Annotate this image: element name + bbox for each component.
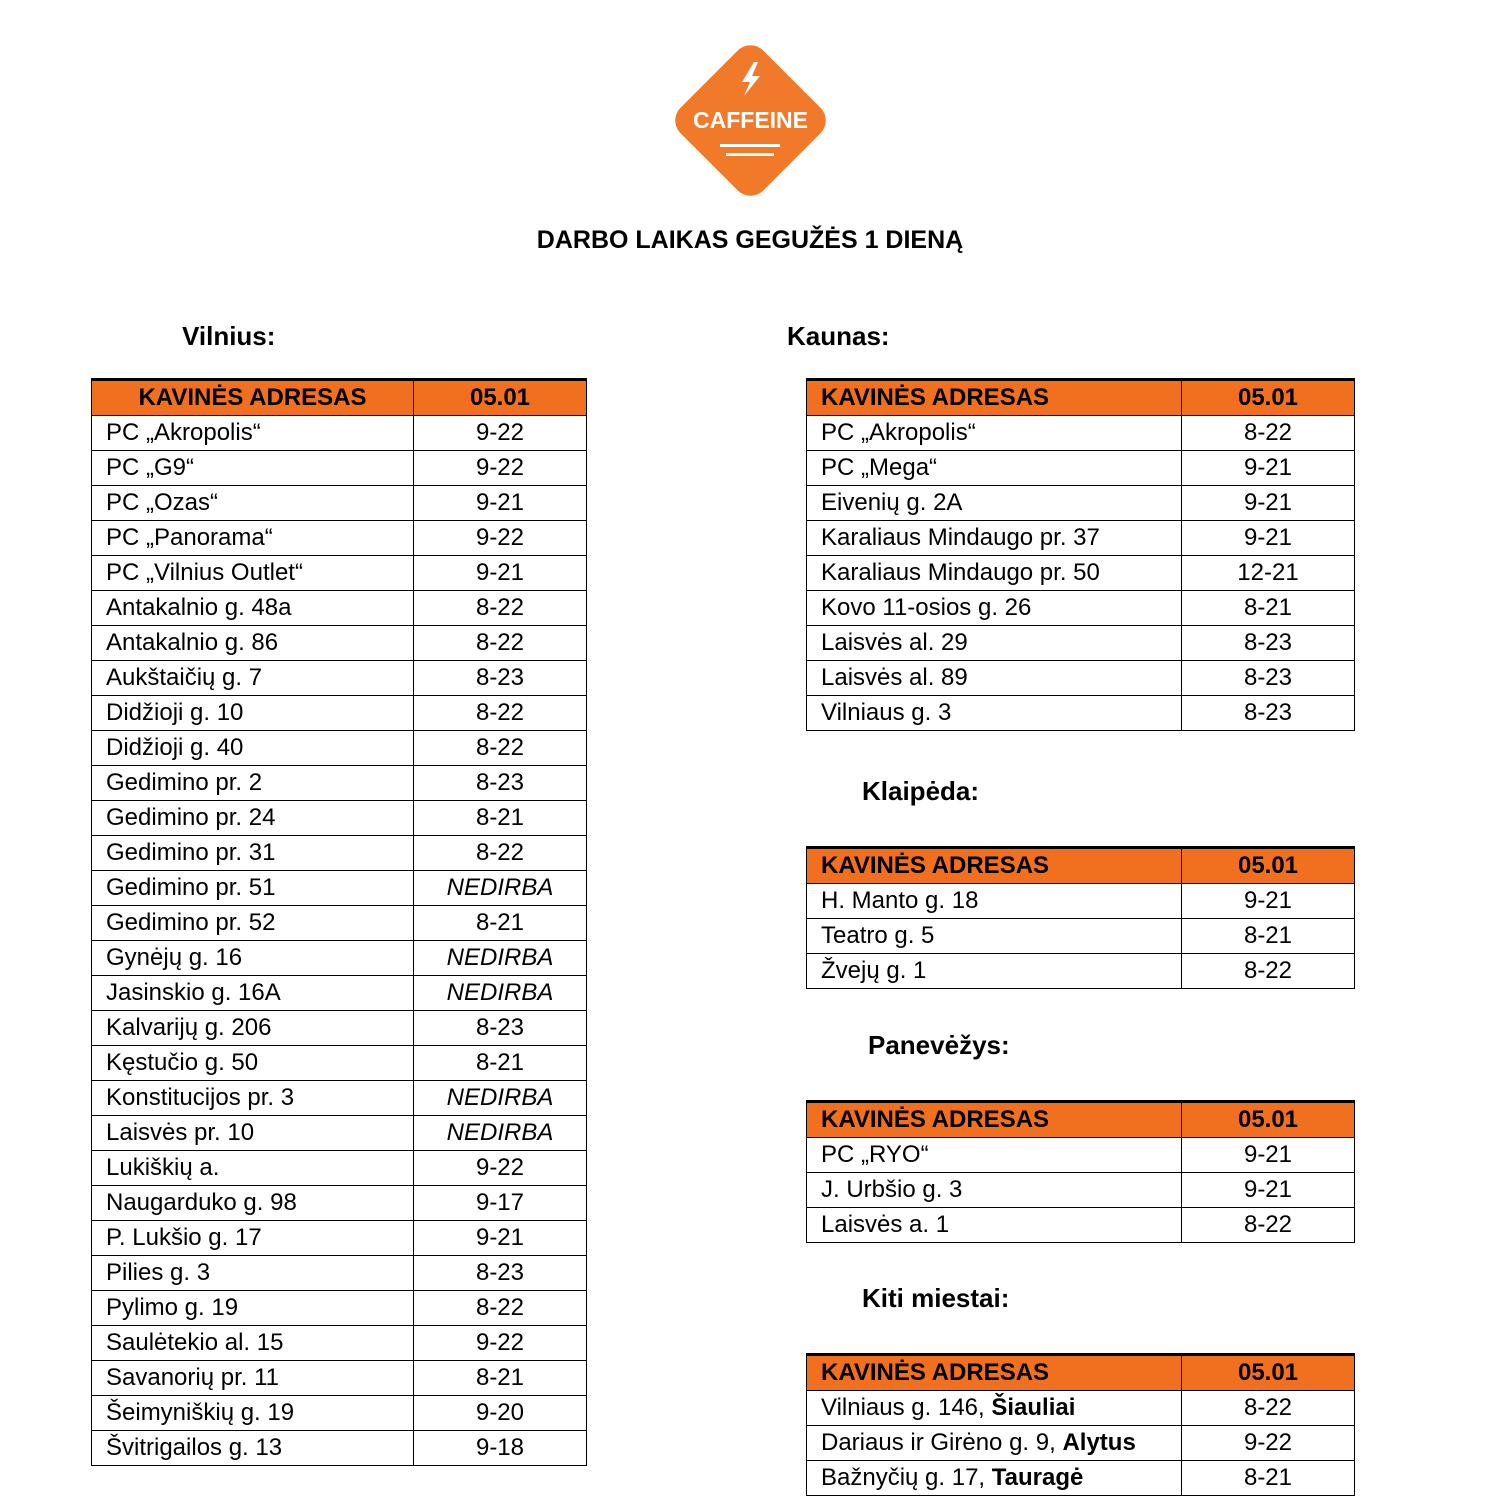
address-text: PC „Ozas“ — [106, 489, 219, 516]
address-text: Laisvės al. 29 — [821, 629, 968, 656]
address-cell — [807, 1208, 1182, 1243]
logo-line-1 — [720, 144, 780, 147]
panevezys-table-body — [807, 1138, 1355, 1243]
table-row — [92, 976, 587, 1011]
hours-cell: 9-22 — [414, 521, 587, 556]
column-header-date: 05.01 — [414, 380, 587, 416]
address-cell — [92, 801, 414, 836]
address-cell — [92, 1011, 414, 1046]
address-cell — [92, 1326, 414, 1361]
logo-line-2 — [726, 153, 774, 156]
address-text: J. Urbšio g. 3 — [821, 1176, 963, 1203]
klaipeda-table-body — [807, 884, 1355, 989]
vilnius-table-body — [92, 416, 587, 1466]
hours-cell: 8-23 — [1182, 661, 1355, 696]
address-text: Naugarduko g. 98 — [106, 1189, 297, 1216]
address-text: Pilies g. 3 — [106, 1259, 211, 1286]
kaunas-table — [806, 378, 1355, 731]
hours-cell: 8-22 — [1182, 416, 1355, 451]
hours-cell: 12-21 — [1182, 556, 1355, 591]
table-row — [807, 1173, 1355, 1208]
table-row — [92, 1396, 587, 1431]
table-row — [807, 416, 1355, 451]
address-text: Konstitucijos pr. 3 — [106, 1084, 295, 1111]
table-row — [807, 954, 1355, 989]
table-row — [92, 591, 587, 626]
hours-cell: 8-22 — [1182, 1208, 1355, 1243]
address-cell — [807, 486, 1182, 521]
address-cell — [92, 591, 414, 626]
address-cell — [807, 1173, 1182, 1208]
table-row — [92, 1256, 587, 1291]
kiti-heading: Kiti miestai: — [862, 1283, 1010, 1313]
table-row — [807, 1208, 1355, 1243]
address-text: Laisvės pr. 10 — [106, 1119, 255, 1146]
panevezys-heading: Panevėžys: — [868, 1030, 1010, 1060]
address-cell — [92, 1151, 414, 1186]
hours-cell: NEDIRBA — [414, 1081, 587, 1116]
hours-cell: 9-22 — [414, 1326, 587, 1361]
city-name: Alytus — [1062, 1429, 1136, 1456]
address-cell — [807, 451, 1182, 486]
hours-cell: 9-20 — [414, 1396, 587, 1431]
hours-cell: 9-22 — [414, 416, 587, 451]
hours-cell: 8-21 — [1182, 919, 1355, 954]
table-row — [92, 416, 587, 451]
address-cell — [92, 1431, 414, 1466]
address-text: Šeimyniškių g. 19 — [106, 1399, 295, 1426]
table-row — [92, 1291, 587, 1326]
address-text: Kalvarijų g. 206 — [106, 1014, 272, 1041]
table-row — [92, 731, 587, 766]
address-text: Gedimino pr. 31 — [106, 839, 276, 866]
address-cell — [92, 521, 414, 556]
address-text: Saulėtekio al. 15 — [106, 1329, 284, 1356]
table-row — [807, 1461, 1355, 1496]
address-cell — [92, 906, 414, 941]
address-text: PC „G9“ — [106, 454, 195, 481]
address-cell — [92, 1361, 414, 1396]
address-text: Gynėjų g. 16 — [106, 944, 243, 971]
hours-cell: 8-23 — [414, 661, 587, 696]
address-text: Karaliaus Mindaugo pr. 50 — [821, 559, 1100, 586]
address-text: Laisvės a. 1 — [821, 1211, 950, 1238]
column-header-date: 05.01 — [1182, 1355, 1355, 1391]
table-row — [92, 1046, 587, 1081]
table-row — [807, 626, 1355, 661]
address-cell — [92, 941, 414, 976]
table-row — [92, 1326, 587, 1361]
table-row — [807, 521, 1355, 556]
table-row — [92, 1081, 587, 1116]
address-text: Kęstučio g. 50 — [106, 1049, 259, 1076]
address-cell — [807, 1138, 1182, 1173]
address-cell — [92, 1116, 414, 1151]
address-text: Didžioji g. 40 — [106, 734, 244, 761]
column-header-date: 05.01 — [1182, 1102, 1355, 1138]
table-row — [807, 1391, 1355, 1426]
hours-cell: 8-23 — [1182, 626, 1355, 661]
address-text: Karaliaus Mindaugo pr. 37 — [821, 524, 1100, 551]
hours-cell: 8-23 — [414, 766, 587, 801]
table-row — [92, 1186, 587, 1221]
address-text: Antakalnio g. 48a — [106, 594, 292, 621]
hours-cell: 9-21 — [1182, 1173, 1355, 1208]
table-row — [807, 1426, 1355, 1461]
table-row — [807, 556, 1355, 591]
hours-cell: 9-22 — [414, 1151, 587, 1186]
address-cell — [807, 521, 1182, 556]
address-text: PC „Panorama“ — [106, 524, 273, 551]
hours-cell: 9-21 — [1182, 884, 1355, 919]
address-text: Žvejų g. 1 — [821, 957, 927, 984]
table-row — [807, 919, 1355, 954]
table-row — [92, 801, 587, 836]
hours-cell: 8-22 — [414, 836, 587, 871]
address-cell — [807, 416, 1182, 451]
table-row — [92, 766, 587, 801]
address-cell — [92, 766, 414, 801]
hours-cell: 9-21 — [414, 486, 587, 521]
caffeine-logo — [668, 38, 833, 203]
address-cell — [807, 919, 1182, 954]
klaipeda-heading: Klaipėda: — [862, 776, 980, 806]
hours-cell: 8-22 — [414, 1291, 587, 1326]
address-cell — [92, 1396, 414, 1431]
column-header-date: 05.01 — [1182, 380, 1355, 416]
address-cell — [807, 556, 1182, 591]
table-row — [92, 696, 587, 731]
hours-cell: 8-21 — [414, 1361, 587, 1396]
hours-cell: 8-23 — [1182, 696, 1355, 731]
hours-cell: 8-22 — [1182, 954, 1355, 989]
address-text: PC „Akropolis“ — [106, 419, 261, 446]
table-row — [92, 1151, 587, 1186]
hours-cell: 8-22 — [1182, 1391, 1355, 1426]
address-text: Lukiškių a. — [106, 1154, 220, 1181]
column-header-address: KAVINĖS ADRESAS — [807, 1355, 1182, 1391]
table-row — [92, 1221, 587, 1256]
address-cell — [92, 1291, 414, 1326]
hours-cell: 9-21 — [1182, 1138, 1355, 1173]
table-row — [92, 1011, 587, 1046]
address-text: P. Lukšio g. 17 — [106, 1224, 262, 1251]
address-cell — [92, 976, 414, 1011]
hours-cell: NEDIRBA — [414, 871, 587, 906]
address-text: Eivenių g. 2A — [821, 489, 963, 516]
address-text: PC „Mega“ — [821, 454, 938, 481]
table-row — [92, 941, 587, 976]
hours-cell: 8-21 — [1182, 1461, 1355, 1496]
kiti-table-body — [807, 1391, 1355, 1496]
table-row — [92, 1361, 587, 1396]
table-row — [92, 906, 587, 941]
kaunas-heading: Kaunas: — [787, 321, 890, 351]
vilnius-table — [91, 378, 587, 1466]
address-cell — [807, 1461, 1182, 1496]
address-text: Didžioji g. 10 — [106, 699, 244, 726]
page-title: DARBO LAIKAS GEGUŽĖS 1 DIENĄ — [536, 226, 964, 254]
address-text: Pylimo g. 19 — [106, 1294, 239, 1321]
hours-cell: 9-21 — [414, 1221, 587, 1256]
address-text: Bažnyčių g. 17, — [821, 1464, 992, 1491]
table-row — [92, 1116, 587, 1151]
table-row — [92, 486, 587, 521]
hours-cell: 8-21 — [414, 801, 587, 836]
table-row — [807, 884, 1355, 919]
hours-cell: 8-22 — [414, 731, 587, 766]
address-cell — [807, 661, 1182, 696]
address-cell — [92, 556, 414, 591]
address-text: Kovo 11-osios g. 26 — [821, 594, 1032, 621]
hours-cell: 8-23 — [414, 1256, 587, 1291]
address-text: Teatro g. 5 — [821, 922, 935, 949]
hours-cell: 9-21 — [1182, 521, 1355, 556]
city-name: Šiauliai — [991, 1394, 1076, 1421]
address-text: Gedimino pr. 24 — [106, 804, 276, 831]
address-text: Aukštaičių g. 7 — [106, 664, 263, 691]
table-row — [807, 591, 1355, 626]
logo-text: CAFFEINE — [693, 107, 808, 133]
address-text: Savanorių pr. 11 — [106, 1364, 280, 1391]
klaipeda-table — [806, 846, 1355, 989]
kiti-table — [806, 1353, 1355, 1496]
address-text: Vilniaus g. 146, — [821, 1394, 992, 1421]
address-cell — [92, 626, 414, 661]
column-header-address: KAVINĖS ADRESAS — [807, 848, 1182, 884]
address-cell — [92, 836, 414, 871]
address-cell — [92, 661, 414, 696]
address-text: PC „Vilnius Outlet“ — [106, 559, 303, 586]
column-header-date: 05.01 — [1182, 848, 1355, 884]
address-cell — [92, 416, 414, 451]
table-row — [807, 661, 1355, 696]
column-header-address: KAVINĖS ADRESAS — [807, 380, 1182, 416]
address-cell — [92, 696, 414, 731]
hours-cell: 8-21 — [1182, 591, 1355, 626]
hours-cell: 8-21 — [414, 906, 587, 941]
table-row — [92, 836, 587, 871]
hours-cell: 9-22 — [1182, 1426, 1355, 1461]
hours-cell: 9-18 — [414, 1431, 587, 1466]
address-cell — [92, 731, 414, 766]
address-text: Švitrigailos g. 13 — [106, 1434, 283, 1461]
kaunas-table-body — [807, 416, 1355, 731]
table-row — [92, 1431, 587, 1466]
address-text: Jasinskio g. 16A — [106, 979, 281, 1006]
hours-cell: NEDIRBA — [414, 976, 587, 1011]
address-cell — [807, 626, 1182, 661]
address-cell — [807, 954, 1182, 989]
address-text: Vilniaus g. 3 — [821, 699, 952, 726]
table-row — [807, 696, 1355, 731]
hours-cell: 9-21 — [414, 556, 587, 591]
table-row — [92, 451, 587, 486]
hours-cell: 9-21 — [1182, 451, 1355, 486]
hours-cell: 8-21 — [414, 1046, 587, 1081]
panevezys-table — [806, 1100, 1355, 1243]
address-cell — [807, 1426, 1182, 1461]
table-row — [92, 871, 587, 906]
address-text: Gedimino pr. 2 — [106, 769, 263, 796]
table-row — [92, 556, 587, 591]
address-cell — [92, 1186, 414, 1221]
table-row — [807, 486, 1355, 521]
address-cell — [807, 591, 1182, 626]
address-cell — [92, 871, 414, 906]
address-text: Dariaus ir Girėno g. 9, — [821, 1429, 1063, 1456]
vilnius-heading: Vilnius: — [182, 321, 276, 351]
table-row — [92, 661, 587, 696]
address-cell — [807, 696, 1182, 731]
hours-cell: 8-22 — [414, 591, 587, 626]
address-cell — [92, 1221, 414, 1256]
address-cell — [92, 1081, 414, 1116]
address-text: Laisvės al. 89 — [821, 664, 968, 691]
city-name: Tauragė — [991, 1464, 1084, 1491]
hours-cell: NEDIRBA — [414, 1116, 587, 1151]
table-row — [92, 521, 587, 556]
address-cell — [92, 1046, 414, 1081]
hours-cell: 9-22 — [414, 451, 587, 486]
address-text: PC „Akropolis“ — [821, 419, 976, 446]
column-header-address: KAVINĖS ADRESAS — [92, 380, 414, 416]
address-cell — [807, 1391, 1182, 1426]
address-text: PC „RYO“ — [821, 1141, 929, 1168]
address-text: H. Manto g. 18 — [821, 887, 979, 914]
address-text: Antakalnio g. 86 — [106, 629, 279, 656]
hours-cell: NEDIRBA — [414, 941, 587, 976]
table-row — [807, 1138, 1355, 1173]
hours-cell: 8-22 — [414, 696, 587, 731]
hours-cell: 9-21 — [1182, 486, 1355, 521]
address-cell — [92, 486, 414, 521]
address-cell — [92, 451, 414, 486]
address-cell — [92, 1256, 414, 1291]
hours-cell: 8-23 — [414, 1011, 587, 1046]
column-header-address: KAVINĖS ADRESAS — [807, 1102, 1182, 1138]
address-text: Gedimino pr. 51 — [106, 874, 276, 901]
hours-cell: 8-22 — [414, 626, 587, 661]
table-row — [807, 451, 1355, 486]
address-text: Gedimino pr. 52 — [106, 909, 276, 936]
hours-cell: 9-17 — [414, 1186, 587, 1221]
table-row — [92, 626, 587, 661]
address-cell — [807, 884, 1182, 919]
